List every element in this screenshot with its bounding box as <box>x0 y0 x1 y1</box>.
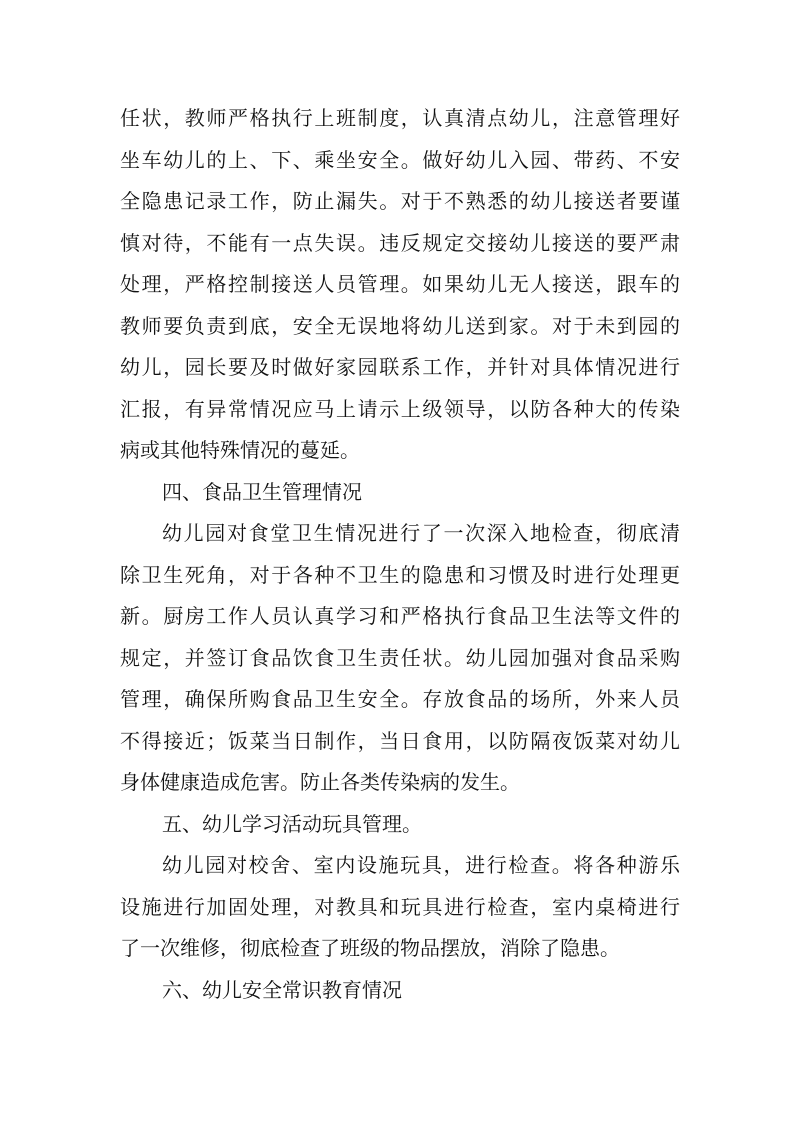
paragraph-line: 身体健康造成危害。防止各类传染病的发生。 <box>120 770 520 794</box>
paragraph-line: 新。厨房工作人员认真学习和严格执行食品卫生法等文件的 <box>120 604 680 628</box>
paragraph-line: 幼儿园对校舍、室内设施玩具，进行检查。将各种游乐 <box>162 853 680 877</box>
paragraph-line: 设施进行加固处理，对教具和玩具进行检查，室内桌椅进行 <box>120 894 680 919</box>
paragraph-line: 病或其他特殊情况的蔓延。 <box>120 438 360 462</box>
section-heading: 五、幼儿学习活动玩具管理。 <box>162 811 422 836</box>
paragraph-line: 任状，教师严格执行上班制度，认真清点幼儿，注意管理好 <box>120 106 680 130</box>
paragraph-line: 规定，并签订食品饮食卫生责任状。幼儿园加强对食品采购 <box>120 645 680 670</box>
paragraph-line: 了一次维修，彻底检查了班级的物品摆放，消除了隐患。 <box>120 936 620 960</box>
paragraph-line: 幼儿，园长要及时做好家园联系工作，并针对具体情况进行 <box>120 355 680 379</box>
paragraph-line: 教师要负责到底，安全无误地将幼儿送到家。对于未到园的 <box>120 313 680 338</box>
paragraph-line: 全隐患记录工作，防止漏失。对于不熟悉的幼儿接送者要谨 <box>120 189 680 213</box>
paragraph-line: 坐车幼儿的上、下、乘坐安全。做好幼儿入园、带药、不安 <box>120 147 680 172</box>
paragraph-line: 慎对待，不能有一点失误。违反规定交接幼儿接送的要严肃 <box>120 230 680 255</box>
section-heading: 六、幼儿安全常识教育情况 <box>162 977 402 1002</box>
paragraph-line: 汇报，有异常情况应马上请示上级领导，以防各种大的传染 <box>120 396 680 421</box>
document-body <box>120 98 680 1011</box>
paragraph-line: 处理，严格控制接送人员管理。如果幼儿无人接送，跟车的 <box>120 272 680 296</box>
section-heading: 四、食品卫生管理情况 <box>162 479 362 504</box>
paragraph-line: 除卫生死角，对于各种不卫生的隐患和习惯及时进行处理更 <box>120 562 680 587</box>
paragraph-line: 不得接近；饭菜当日制作，当日食用，以防隔夜饭菜对幼儿 <box>120 728 680 753</box>
paragraph-line: 幼儿园对食堂卫生情况进行了一次深入地检查，彻底清 <box>162 521 680 545</box>
paragraph-line: 管理，确保所购食品卫生安全。存放食品的场所，外来人员 <box>120 687 680 711</box>
